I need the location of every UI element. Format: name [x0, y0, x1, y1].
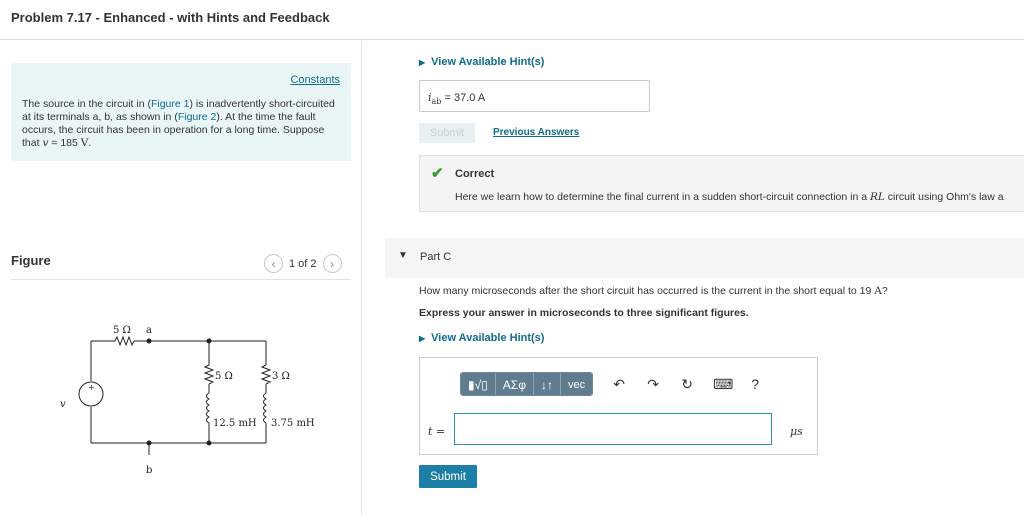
greek-symbols-button[interactable]: ΑΣφ	[496, 373, 534, 396]
circuit-diagram	[55, 323, 335, 483]
view-hints-link-part-c[interactable]	[419, 332, 544, 344]
answer-value	[428, 91, 485, 106]
toolbar-button-group	[460, 372, 593, 396]
page-title: Problem 7.17 - Enhanced - with Hints and Feedback	[11, 10, 330, 25]
statement-text-4: = 185	[48, 137, 81, 149]
chevron-right-icon[interactable]: ›	[323, 254, 342, 273]
feedback-title: Correct	[455, 168, 495, 180]
top-bar	[0, 0, 1024, 40]
redo-icon[interactable]: ↷	[647, 375, 659, 392]
v-symbol: v	[42, 137, 49, 149]
templates-button[interactable]: ▮√▯	[461, 373, 496, 396]
statement-text-3: ). At the time the fault occurs, the circuit has been in operation for a long time. Suppose that	[22, 111, 325, 149]
problem-statement	[22, 98, 344, 150]
vector-button[interactable]: vec	[561, 373, 592, 396]
label-a: a	[146, 325, 152, 336]
figure-heading: Figure	[11, 253, 51, 268]
expand-triangle-icon: ▶	[419, 333, 426, 343]
label-l1: 12.5 mH	[213, 418, 257, 429]
collapse-triangle-icon[interactable]: ▼	[398, 250, 408, 261]
submit-button-disabled: Submit	[419, 123, 475, 143]
reset-icon[interactable]: ↻	[681, 375, 693, 392]
volt-unit: V	[80, 137, 89, 149]
hint-link-label: View Available Hint(s)	[431, 56, 545, 68]
answer-subscript: ab	[431, 97, 442, 107]
statement-text-5: .	[88, 137, 92, 149]
answer-editor	[419, 357, 818, 455]
question-unit: A	[874, 285, 882, 297]
problem-statement-box	[11, 63, 351, 161]
keyboard-icon[interactable]: ⌨	[713, 375, 734, 392]
figure-navigation	[264, 254, 342, 273]
view-hints-link-part-b[interactable]	[419, 56, 544, 68]
answer-value-text: = 37.0 A	[441, 92, 486, 104]
figure-2-link[interactable]: Figure 2	[177, 111, 217, 123]
feedback-correct-box	[419, 155, 1024, 212]
unit-label: μs	[790, 425, 803, 438]
node	[207, 441, 211, 445]
expand-triangle-icon: ▶	[419, 57, 426, 67]
math-toolbar	[460, 372, 763, 396]
inductor-3-75-mh	[264, 393, 267, 423]
hint-link-label: View Available Hint(s)	[431, 332, 545, 344]
figure-counter: 1 of 2	[289, 257, 317, 270]
constants-link[interactable]: Constants	[290, 74, 340, 86]
label-b: b	[146, 465, 153, 476]
help-icon[interactable]: ?	[751, 376, 760, 392]
statement-text-2: ) is inadvertently short-circuited at its terminals a, b, as shown in (	[22, 98, 335, 123]
variable-label: t =	[428, 425, 446, 438]
figure-divider	[11, 279, 351, 280]
feedback-text-1: Here we learn how to determine the final current in a sudden short-circuit connection in a	[455, 191, 870, 203]
label-l2: 3.75 mH	[271, 418, 315, 429]
question-text: How many microseconds after the short circuit has occurred is the current in the short equal to 19	[419, 285, 875, 297]
part-c-question	[419, 285, 888, 297]
chevron-left-icon[interactable]: ‹	[264, 254, 283, 273]
feedback-text-2: circuit using Ohm's law a	[884, 191, 1004, 203]
arrows-button[interactable]: ↓↑	[534, 373, 561, 396]
inductor-12-5-mh	[207, 393, 210, 423]
resistor-5-ohm	[205, 365, 213, 384]
feedback-text	[455, 191, 1004, 203]
left-panel	[0, 41, 362, 515]
resistor-3-ohm	[262, 365, 270, 384]
label-plus: +	[88, 383, 95, 392]
statement-text-1: The source in the circuit in (	[22, 98, 151, 110]
answer-input[interactable]	[454, 413, 772, 445]
label-source: v	[60, 399, 66, 410]
question-mark: ?	[881, 285, 888, 297]
part-c-instruction: Express your answer in microseconds to three significant figures.	[419, 307, 749, 319]
rl-symbol: RL	[869, 191, 885, 203]
label-r3: 3 Ω	[272, 371, 290, 382]
figure-1-link[interactable]: Figure 1	[150, 98, 190, 110]
answer-symbol: i	[428, 91, 432, 104]
undo-icon[interactable]: ↶	[613, 375, 625, 392]
right-panel	[363, 41, 1024, 515]
label-r1: 5 Ω	[113, 325, 131, 336]
previous-answers-link[interactable]: Previous Answers	[493, 127, 580, 138]
part-c-header[interactable]	[385, 238, 1024, 278]
submit-button[interactable]: Submit	[419, 465, 477, 488]
checkmark-icon: ✔	[431, 165, 444, 182]
label-r2: 5 Ω	[215, 371, 233, 382]
resistor-5-ohm-top	[115, 337, 134, 345]
answer-display-part-b	[419, 80, 650, 112]
part-c-title: Part C	[420, 251, 452, 263]
